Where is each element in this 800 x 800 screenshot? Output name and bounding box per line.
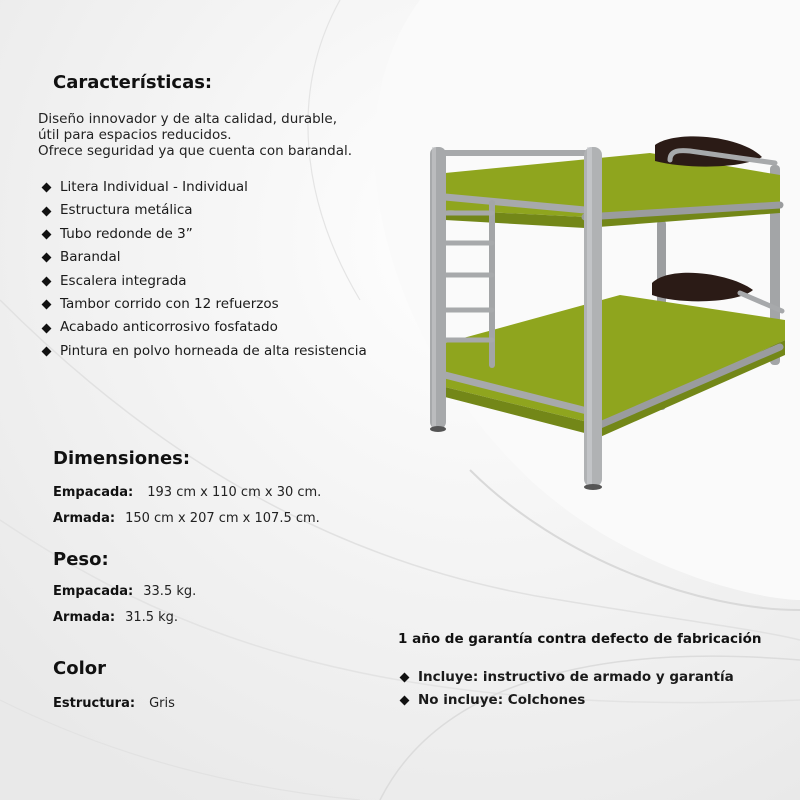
feature-label: Barandal [60,249,121,266]
diamond-bullet-icon [400,673,410,683]
intro-line: Ofrece seguridad ya que cuenta con barandal. [38,143,353,159]
dimensions-assembled-label: Armada: [53,511,116,526]
diamond-bullet-icon [42,276,52,286]
feature-label: Pintura en polvo horneada de alta resistencia [60,342,367,359]
diamond-bullet-icon [42,230,52,240]
feature-label: Tambor corrido con 12 refuerzos [60,295,279,312]
diamond-bullet-icon [42,323,52,333]
feature-item [40,270,367,293]
color-structure-row [53,696,175,711]
weight-assembled-row [53,610,178,625]
feature-list [40,176,367,363]
color-structure-label: Estructura: [53,696,136,711]
bunk-bed-image [420,125,800,495]
dimensions-heading: Dimensiones: [53,448,191,469]
characteristics-intro [38,111,352,159]
feature-item [40,246,367,269]
diamond-bullet-icon [400,696,410,706]
diamond-bullet-icon [42,253,52,263]
weight-packed-row [53,584,196,599]
color-structure-value: Gris [149,696,175,711]
feature-item [40,340,367,363]
feature-label: Litera Individual - Individual [60,179,248,195]
feature-label: Tubo redonde de 3” [60,225,193,242]
dimensions-packed-row [53,485,321,500]
diamond-bullet-icon [42,346,52,356]
feature-item [40,199,367,222]
diamond-bullet-icon [42,183,52,193]
intro-line: Diseño innovador y de alta calidad, durable, [38,111,338,127]
includes-label: No incluye: Colchones [418,692,586,708]
dimensions-assembled-row [53,511,320,526]
includes-list [398,666,734,712]
weight-packed-value: 33.5 kg. [143,584,197,599]
weight-assembled-label: Armada: [53,610,116,625]
feature-label: Acabado anticorrosivo fosfatado [60,319,278,336]
feature-label: Escalera integrada [60,272,187,289]
warranty-text: 1 año de garantía contra defecto de fabricación [398,631,762,647]
feature-item [40,316,367,339]
dimensions-assembled-value: 150 cm x 207 cm x 107.5 cm. [125,511,320,526]
feature-label: Estructura metálica [60,202,193,219]
feature-item [40,223,367,246]
includes-item [398,666,734,689]
intro-line: útil para espacios reducidos. [38,127,232,143]
dimensions-packed-value: 193 cm x 110 cm x 30 cm. [147,485,322,500]
includes-item [398,689,734,712]
includes-label: Incluye: instructivo de armado y garantía [418,669,734,685]
feature-item [40,293,367,316]
characteristics-heading: Características: [53,72,213,93]
diamond-bullet-icon [42,300,52,310]
lower-pillow [652,273,753,302]
diamond-bullet-icon [42,206,52,216]
front-post [584,147,602,487]
feature-item [40,176,367,199]
dimensions-packed-label: Empacada: [53,485,134,500]
weight-packed-label: Empacada: [53,584,134,599]
color-heading: Color [53,658,106,679]
weight-heading: Peso: [53,549,109,570]
weight-assembled-value: 31.5 kg. [125,610,179,625]
